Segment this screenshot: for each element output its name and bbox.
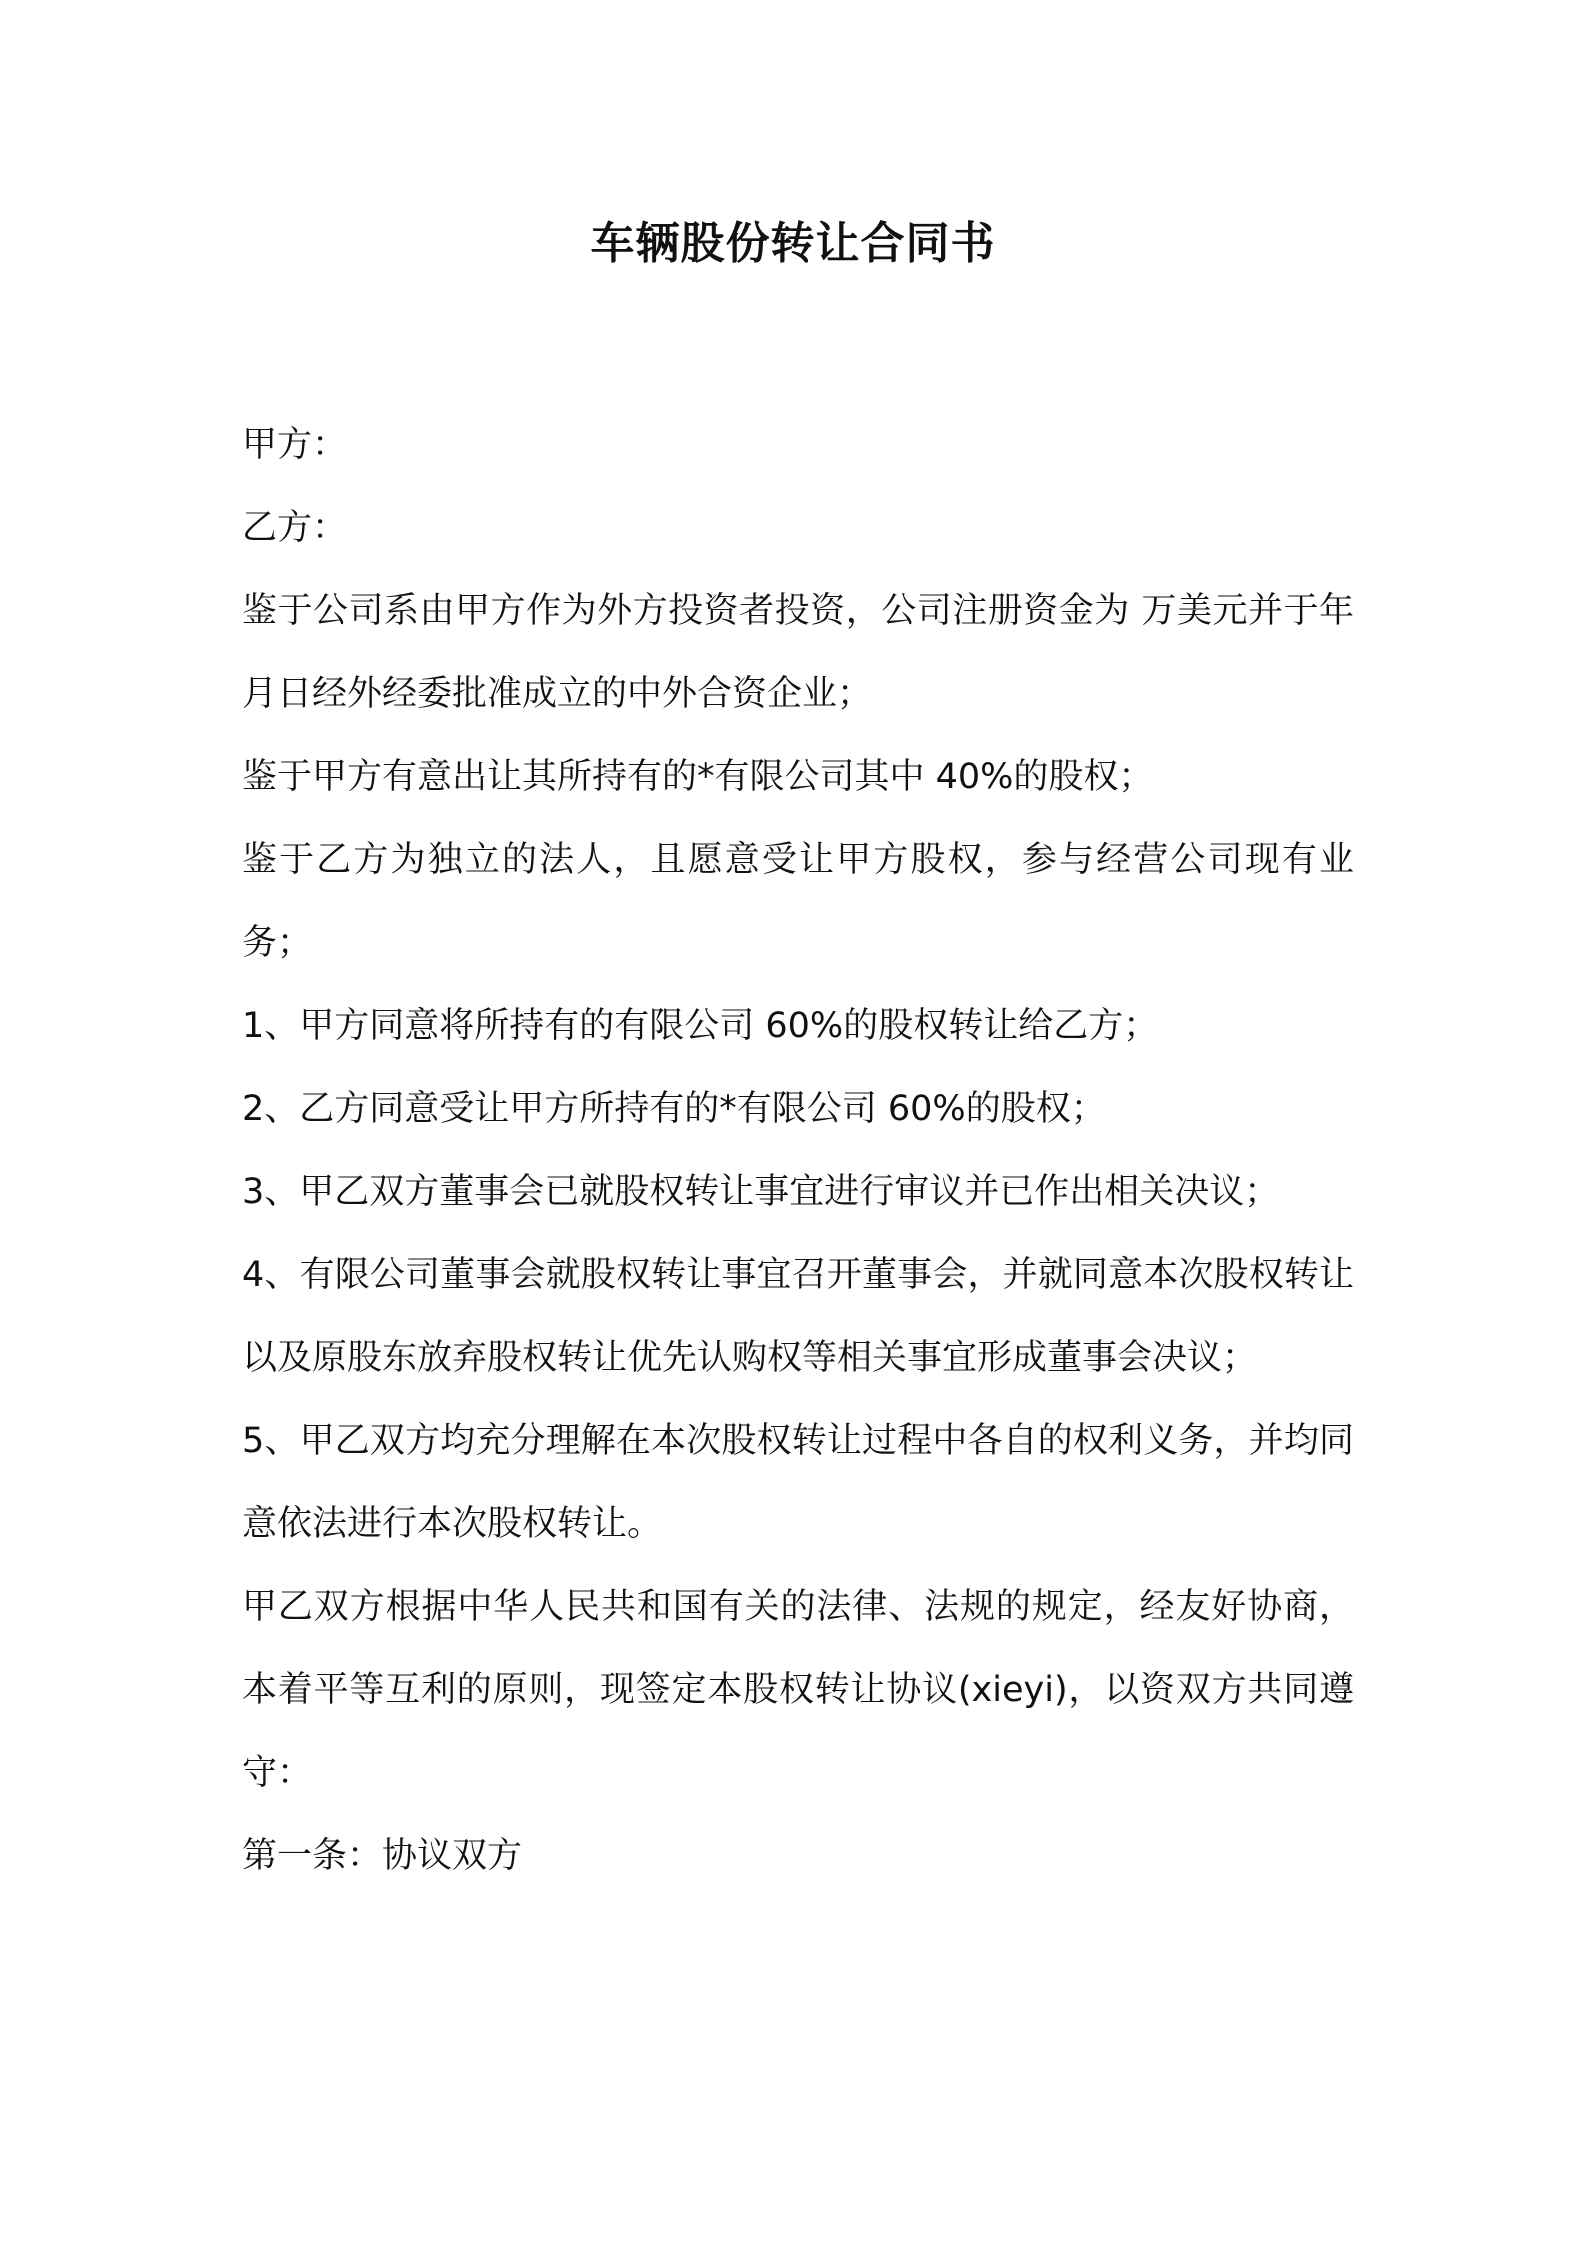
party-b-line: 乙方：: [242, 508, 348, 548]
recital-paragraph: 鉴于乙方为独立的法人，且愿意受让甲方股权，参与经营公司现有业务；: [242, 840, 1354, 963]
numbered-clause: 2、乙方同意受让甲方所持有的*有限公司 60%的股权；: [242, 1089, 1106, 1129]
numbered-clause: 4、有限公司董事会就股权转让事宜召开董事会，并就同意本次股权转让以及原股东放弃股权转让优先认购权等相关事宜形成董事会决议；: [242, 1255, 1354, 1378]
recital-paragraph: 鉴于公司系由甲方作为外方投资者投资，公司注册资金为 万美元并于年月日经外经委批准成立的中外合资企业；: [242, 591, 1354, 714]
document-body: [242, 404, 1354, 1898]
recital-paragraph: 鉴于甲方有意出让其所持有的*有限公司其中 40%的股权；: [242, 757, 1154, 797]
numbered-clause: 5、甲乙双方均充分理解在本次股权转让过程中各自的权利义务，并均同意依法进行本次股权转让。: [242, 1421, 1354, 1544]
article-heading: 第一条：协议双方: [242, 1836, 523, 1876]
numbered-clause: 3、甲乙双方董事会已就股权转让事宜进行审议并已作出相关决议；: [242, 1172, 1280, 1212]
numbered-clause: 1、甲方同意将所持有的有限公司 60%的股权转让给乙方；: [242, 1006, 1159, 1046]
party-a-line: 甲方：: [242, 425, 348, 465]
agreement-preamble: 甲乙双方根据中华人民共和国有关的法律、法规的规定，经友好协商，本着平等互利的原则，现签定本股权转让协议(xieyi)，以资双方共同遵守：: [242, 1587, 1354, 1793]
document-title: 车辆股份转让合同书: [590, 218, 996, 269]
